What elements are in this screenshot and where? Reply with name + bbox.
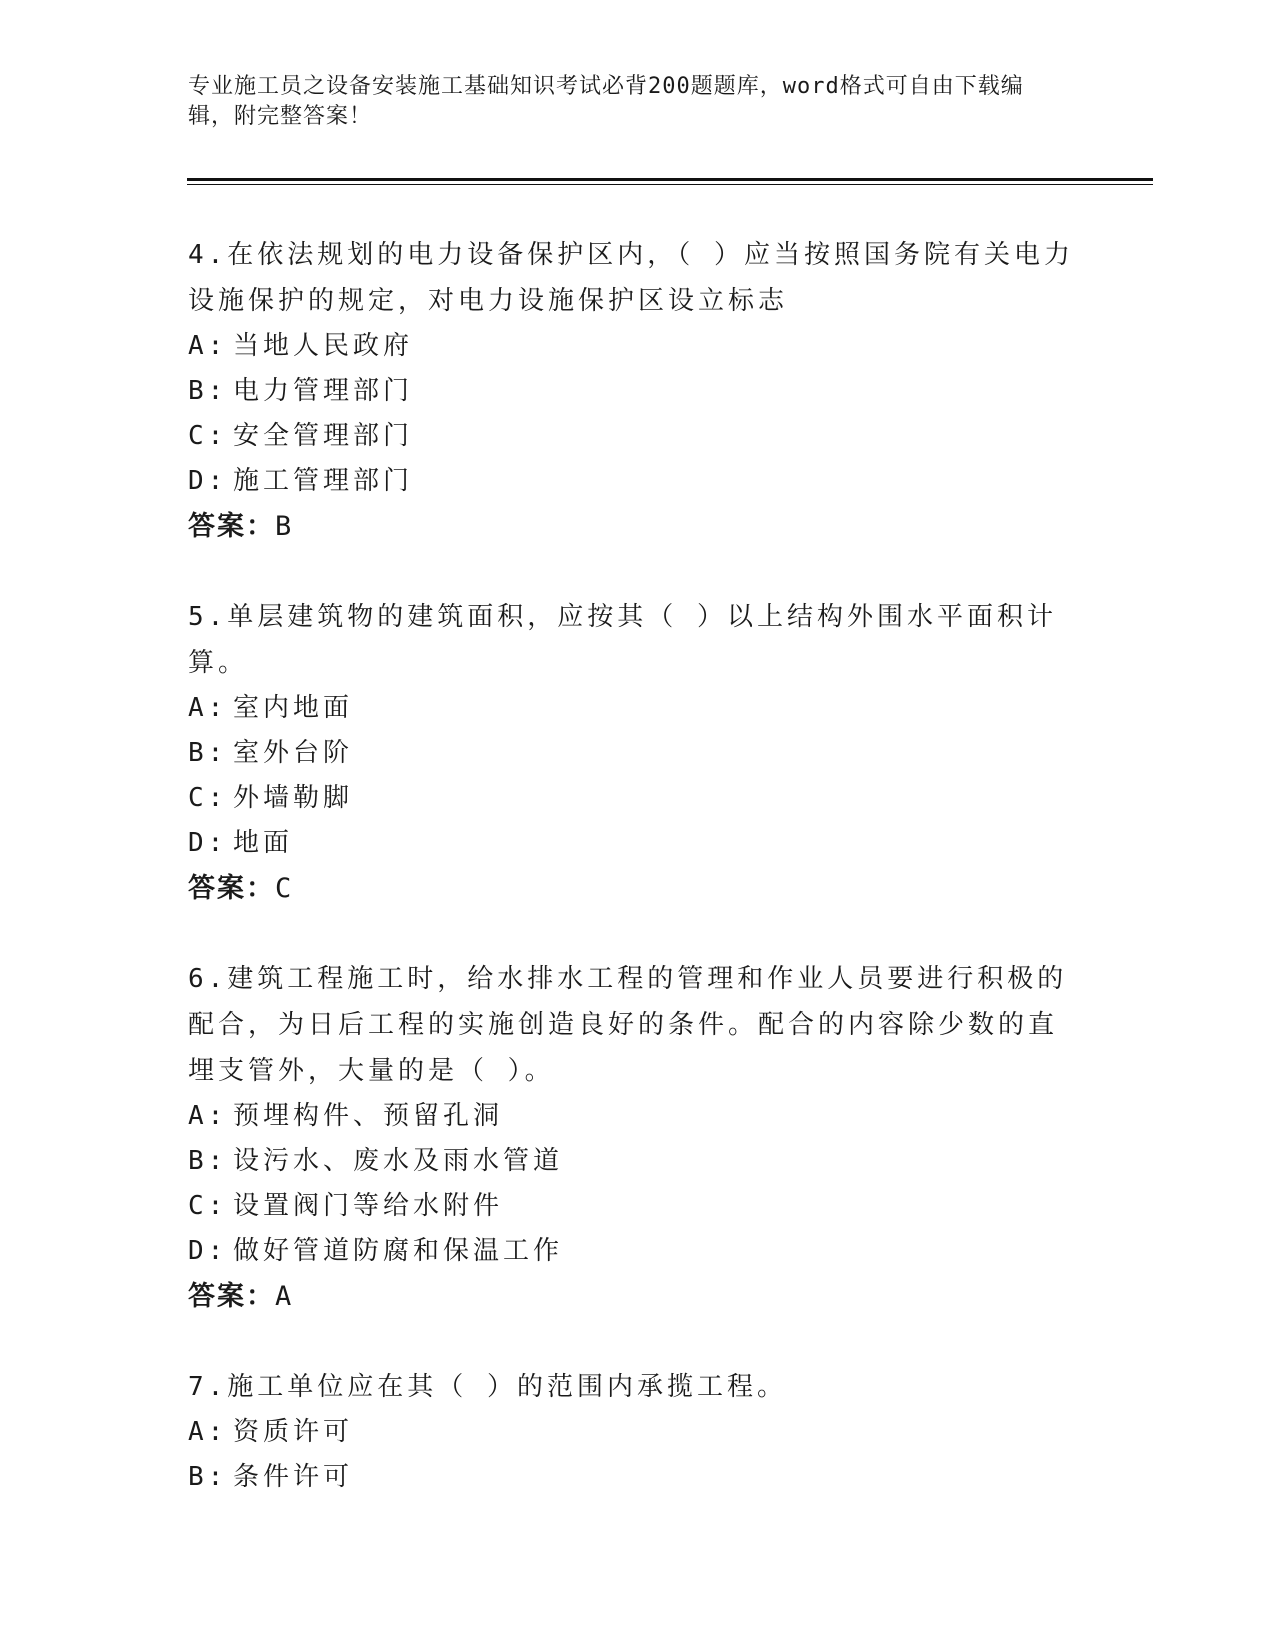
option-text: 安全管理部门 [233, 421, 414, 451]
question-text: 5.单层建筑物的建筑面积，应按其（ ）以上结构外围水平面积计算。 [188, 602, 1057, 678]
option-a [188, 324, 1078, 369]
option-text: 当地人民政府 [233, 331, 414, 361]
question-item [188, 232, 1078, 550]
option-c [188, 1184, 1078, 1229]
option-key: C: [188, 421, 228, 451]
option-b [188, 731, 1078, 776]
option-key: C: [188, 783, 228, 813]
option-key: D: [188, 828, 228, 858]
option-b [188, 1455, 1078, 1500]
answer-value: C [275, 873, 294, 904]
answer-label: 答案： [188, 1281, 275, 1312]
question-item [188, 956, 1078, 1320]
answer-value: B [275, 511, 294, 542]
document-header [188, 72, 1068, 132]
option-c [188, 414, 1078, 459]
header-divider-thin [187, 184, 1153, 185]
option-d [188, 459, 1078, 504]
option-text: 电力管理部门 [233, 376, 414, 406]
option-key: A: [188, 331, 228, 361]
answer-value: A [275, 1281, 294, 1312]
option-text: 施工管理部门 [233, 466, 414, 496]
option-key: B: [188, 738, 228, 768]
option-text: 预埋构件、预留孔洞 [233, 1101, 504, 1131]
answer-label: 答案： [188, 873, 275, 904]
option-a [188, 686, 1078, 731]
option-text: 外墙勒脚 [233, 783, 354, 813]
option-key: A: [188, 1101, 228, 1131]
answer-line [188, 504, 1078, 550]
option-a [188, 1094, 1078, 1139]
option-b [188, 1139, 1078, 1184]
option-a [188, 1410, 1078, 1455]
question-item [188, 594, 1078, 912]
question-text: 4.在依法规划的电力设备保护区内，（ ）应当按照国务院有关电力设施保护的规定，对电力设施保护区设立标志 [188, 240, 1074, 316]
option-key: D: [188, 1236, 228, 1266]
header-divider-thick [187, 178, 1153, 181]
option-c [188, 776, 1078, 821]
option-key: A: [188, 693, 228, 723]
option-key: C: [188, 1191, 228, 1221]
option-text: 地面 [233, 828, 294, 858]
option-key: A: [188, 1417, 228, 1447]
answer-line [188, 866, 1078, 912]
question-item [188, 1364, 1078, 1500]
question-list [188, 232, 1078, 1544]
option-key: B: [188, 376, 228, 406]
option-key: D: [188, 466, 228, 496]
document-title: 专业施工员之设备安装施工基础知识考试必背200题题库，word格式可自由下载编辑，附完整答案！ [188, 74, 1024, 129]
option-key: B: [188, 1462, 228, 1492]
question-text: 6.建筑工程施工时，给水排水工程的管理和作业人员要进行积极的配合，为日后工程的实施创造良好的条件。配合的内容除少数的直埋支管外，大量的是（ ）。 [188, 964, 1068, 1086]
answer-line [188, 1274, 1078, 1320]
option-text: 条件许可 [233, 1462, 354, 1492]
option-text: 室外台阶 [233, 738, 354, 768]
answer-label: 答案： [188, 511, 275, 542]
option-text: 设置阀门等给水附件 [233, 1191, 504, 1221]
option-text: 设污水、废水及雨水管道 [233, 1146, 564, 1176]
option-d [188, 1229, 1078, 1274]
option-d [188, 821, 1078, 866]
option-key: B: [188, 1146, 228, 1176]
option-b [188, 369, 1078, 414]
option-text: 做好管道防腐和保温工作 [233, 1236, 564, 1266]
option-text: 资质许可 [233, 1417, 354, 1447]
question-text: 7.施工单位应在其（ ）的范围内承揽工程。 [188, 1372, 787, 1402]
option-text: 室内地面 [233, 693, 354, 723]
